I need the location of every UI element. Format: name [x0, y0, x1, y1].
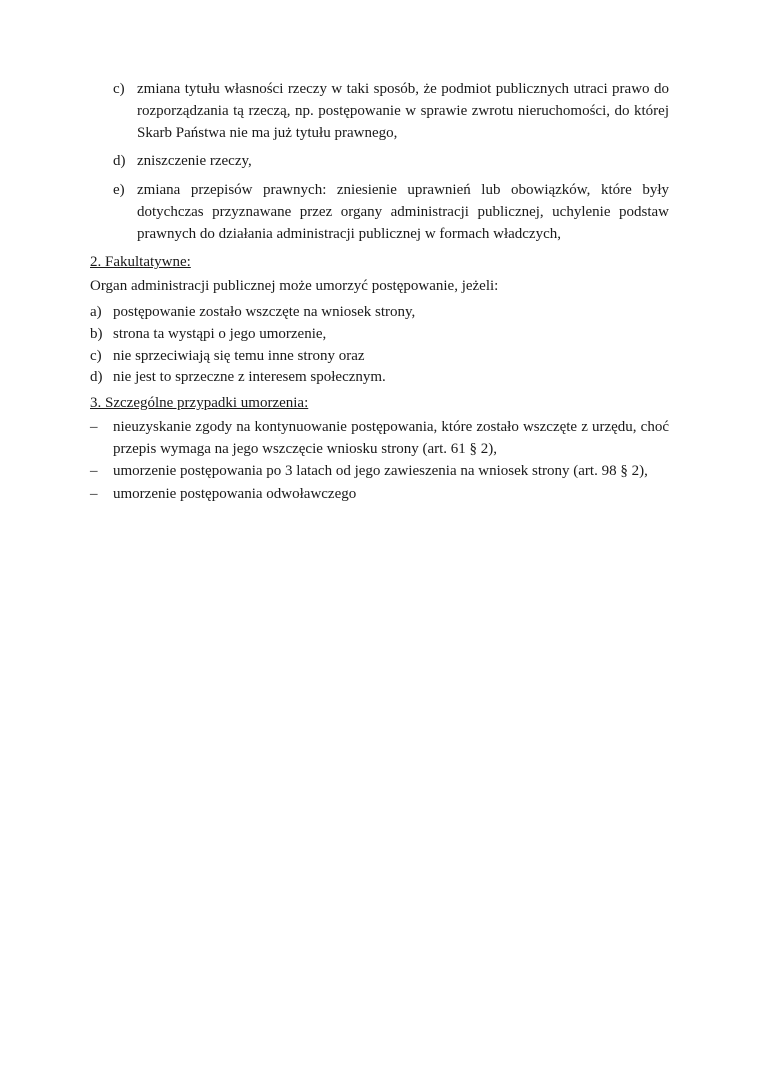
- list-marker: a): [90, 304, 102, 320]
- section-intro-paragraph: Organ administracji publicznej może umorzyć postępowanie, jeżeli:: [90, 278, 499, 294]
- list-item: [90, 345, 669, 367]
- list-item: [90, 483, 669, 505]
- list-marker: e): [113, 182, 125, 198]
- dash-marker: –: [90, 486, 98, 502]
- list-item-text: zniszczenie rzeczy,: [137, 153, 252, 169]
- list-item: [90, 366, 669, 388]
- list-item: [90, 323, 669, 345]
- list-marker: c): [90, 348, 102, 364]
- list-item-text: nie jest to sprzeczne z interesem społecznym.: [113, 369, 386, 385]
- list-item-text: umorzenie postępowania odwoławczego: [113, 486, 357, 502]
- list-item-text: zmiana przepisów prawnych: zniesienie uprawnień lub obowiązków, które były dotychczas przyznawane przez organy administracji publicznej, uchylenie podstaw prawnych do działania administracji publicznej w formach władczych,: [137, 182, 669, 242]
- list-item: [90, 460, 669, 482]
- list-item-text: nieuzyskanie zgody na kontynuowanie postępowania, które zostało wszczęte z urzędu, choć przepis wymaga na jego wszczęcie wniosku strony (art. 61 § 2),: [113, 419, 669, 457]
- list-item-text: umorzenie postępowania po 3 latach od jego zawieszenia na wniosek strony (art. 98 § 2),: [113, 463, 648, 479]
- list-marker: b): [90, 326, 103, 342]
- list-item: [113, 179, 669, 245]
- list-item-text: nie sprzeciwiają się temu inne strony oraz: [113, 348, 365, 364]
- list-item: [90, 301, 669, 323]
- list-item: [90, 416, 669, 460]
- dash-marker: –: [90, 463, 98, 479]
- list-item-text: postępowanie zostało wszczęte na wniosek strony,: [113, 304, 416, 320]
- list-item-text: strona ta wystąpi o jego umorzenie,: [113, 326, 327, 342]
- list-marker: d): [90, 369, 103, 385]
- section-heading-szczegolne: 3. Szczególne przypadki umorzenia:: [90, 395, 309, 411]
- list-item-text: zmiana tytułu własności rzeczy w taki sposób, że podmiot publicznych utraci prawo do rozporządzania tą rzeczą, np. postępowanie w sprawie zwrotu nieruchomości, do której Skarb Państwa nie ma już tytułu prawnego,: [137, 81, 669, 141]
- list-item: [113, 78, 669, 144]
- dash-marker: –: [90, 419, 98, 435]
- list-marker: c): [113, 81, 125, 97]
- section-heading-fakultatywne: 2. Fakultatywne:: [90, 254, 191, 270]
- list-marker: d): [113, 153, 126, 169]
- list-item: [113, 150, 669, 172]
